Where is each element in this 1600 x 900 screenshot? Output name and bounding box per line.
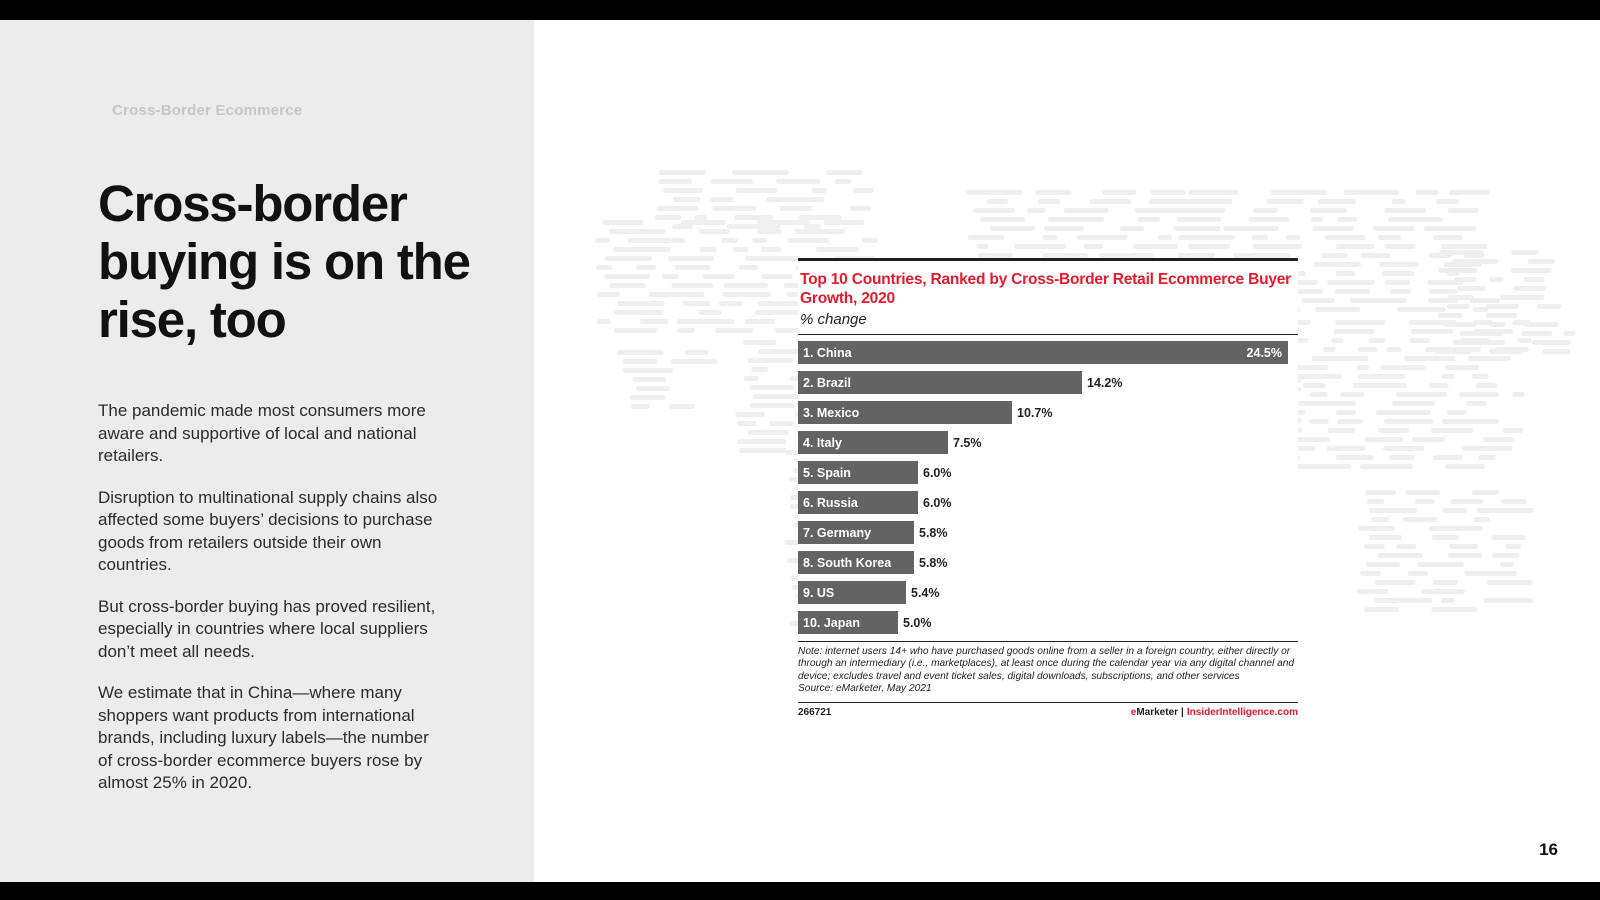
top-black-bar (0, 0, 1600, 20)
bar-row (798, 521, 1298, 544)
left-text-panel (0, 20, 534, 882)
chart-id: 266721 (798, 706, 832, 718)
body-paragraph-1: The pandemic made most consumers more aware and supportive of local and national retailers. (98, 401, 426, 465)
bar-category-label: 7. Germany (803, 525, 872, 540)
body-paragraph-2: Disruption to multinational supply chains also affected some buyers’ decisions to purchase goods from retailers outside their own countries. (98, 487, 438, 574)
bar (798, 401, 1012, 424)
page-number: 16 (1539, 840, 1558, 859)
bar-chart-plot (798, 335, 1298, 634)
bar (798, 461, 918, 484)
chart-footer-divider (798, 702, 1298, 703)
bar-category-label: 6. Russia (803, 495, 858, 510)
chart-card (798, 258, 1298, 718)
brand-lockup (1131, 707, 1298, 718)
bar-row (798, 431, 1298, 454)
chart-subtitle: % change (800, 311, 867, 328)
bar-value-label: 10.7% (1017, 405, 1053, 420)
bar-row (798, 581, 1298, 604)
bar-value-label: 7.5% (953, 435, 982, 450)
bar-category-label: 3. Mexico (803, 405, 860, 420)
body-paragraph-4: We estimate that in China—where many shoppers want products from international brands, including luxury labels—the number of cross-border ecommerce buyers rose by almost 25% in 2020. (98, 683, 429, 792)
bar-row (798, 341, 1298, 364)
bar-row (798, 401, 1298, 424)
bar-category-label: 4. Italy (803, 435, 842, 450)
bar-value-label: 5.8% (919, 525, 948, 540)
bar-value-label: 6.0% (923, 465, 952, 480)
bar-row (798, 371, 1298, 394)
bar-row (798, 461, 1298, 484)
bar (798, 371, 1082, 394)
bar-value-label: 5.8% (919, 555, 948, 570)
chart-note-divider (798, 641, 1298, 642)
chart-footer (798, 707, 1298, 718)
chart-note: Note: internet users 14+ who have purchased goods online from a seller in a foreign country, either directly or through an intermediary (i.e., marketplaces), at least once during the calendar year via any digital channel and device; excludes travel and event ticket sales, digital downloads, subscriptions, and other services (798, 646, 1295, 682)
bar-category-label: 9. US (803, 585, 835, 600)
bar-category-label: 5. Spain (803, 465, 851, 480)
chart-title: Top 10 Countries, Ranked by Cross-Border Retail Ecommerce Buyer Growth, 2020 (800, 271, 1292, 307)
bar-value-label: 5.0% (903, 615, 932, 630)
bar (798, 341, 1288, 364)
bar (798, 521, 914, 544)
bar-category-label: 8. South Korea (803, 555, 892, 570)
bottom-black-bar (0, 882, 1600, 900)
bar-row (798, 551, 1298, 574)
bar (798, 551, 914, 574)
bar-value-label: 5.4% (911, 585, 940, 600)
bar (798, 491, 918, 514)
bar-value-label: 14.2% (1087, 375, 1123, 390)
bar-value-label: 24.5% (1246, 345, 1282, 360)
chart-source: Source: eMarketer, May 2021 (798, 683, 932, 695)
bar-value-label: 6.0% (923, 495, 952, 510)
brand-separator: | (1181, 706, 1184, 718)
slide-headline: Cross-border buying is on the rise, too (98, 175, 470, 348)
bar-row (798, 611, 1298, 634)
bar-category-label: 10. Japan (803, 615, 860, 630)
emarketer-marketer: Marketer (1136, 706, 1179, 718)
bar-category-label: 1. China (803, 345, 852, 360)
body-copy (98, 400, 446, 814)
body-paragraph-3: But cross-border buying has proved resilient, especially in countries where local suppliers don’t meet all needs. (98, 596, 436, 661)
bar (798, 431, 948, 454)
bar-row (798, 491, 1298, 514)
bar (798, 581, 906, 604)
insider-intelligence-link[interactable]: InsiderIntelligence.com (1186, 706, 1298, 718)
section-eyebrow: Cross-Border Ecommerce (112, 102, 303, 119)
bar-category-label: 2. Brazil (803, 375, 851, 390)
emarketer-e: e (1130, 706, 1137, 718)
bar (798, 611, 898, 634)
